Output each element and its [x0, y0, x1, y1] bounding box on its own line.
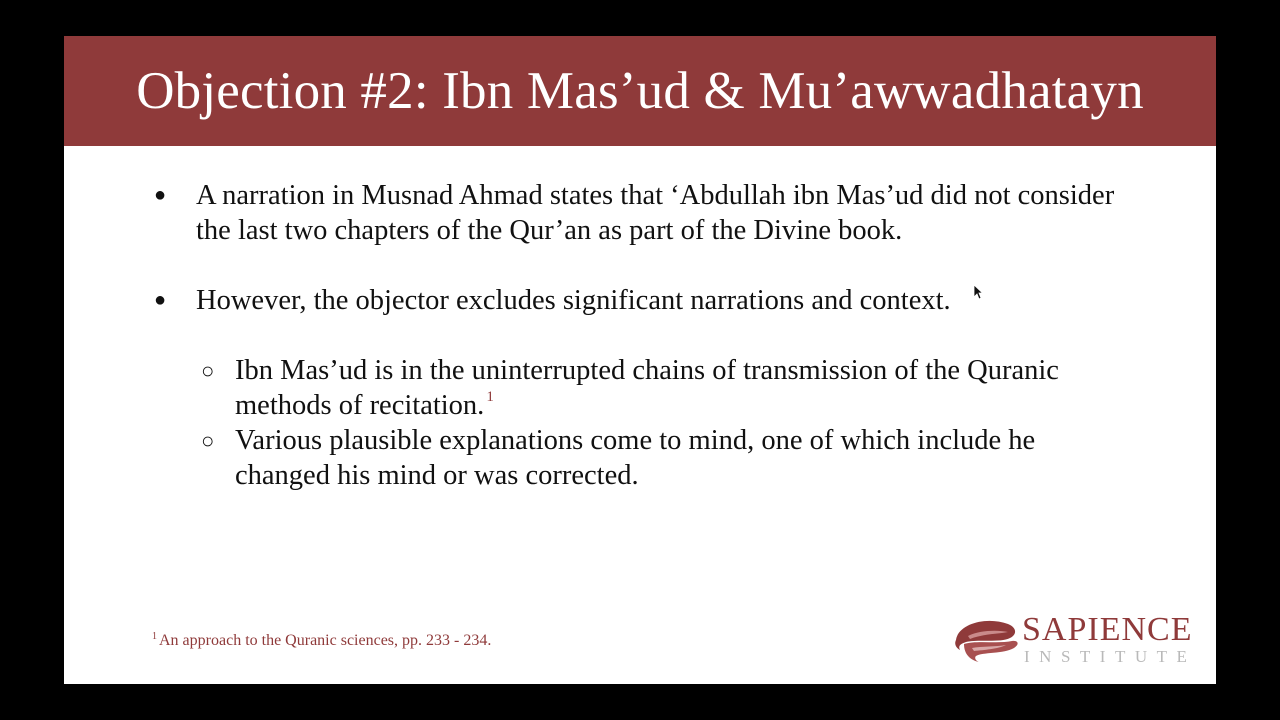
- bullet-item: [154, 178, 1154, 248]
- sapience-institute-logo: [952, 612, 1202, 668]
- sub-bullet-text: Ibn Mas’ud is in the uninterrupted chains of transmission of the Quranic methods of recitation.: [235, 355, 1059, 421]
- sub-bullet-item: [199, 353, 1099, 423]
- sub-bullet-marker: ○: [201, 358, 215, 383]
- slide: [64, 36, 1216, 684]
- footnote-number: 1: [152, 631, 157, 642]
- bullet-marker: ●: [154, 184, 167, 206]
- sub-bullet-marker: ○: [201, 428, 215, 453]
- footnote: [152, 632, 491, 650]
- sapience-swirl-icon: [952, 614, 1022, 664]
- bullet-text: A narration in Musnad Ahmad states that ‘Abdullah ibn Mas’ud did not consider the last two chapters of the Qur’an as part of the Divine book.: [196, 180, 1115, 246]
- sub-bullet-text: Various plausible explanations come to mind, one of which include he changed his mind or was corrected.: [235, 425, 1036, 491]
- sub-bullet-text-wrap: [235, 353, 1099, 423]
- bullet-item: [154, 283, 1154, 318]
- bullet-marker: ●: [154, 289, 167, 311]
- bullet-text: However, the objector excludes significant narrations and context.: [196, 285, 951, 316]
- logo-subtitle: INSTITUTE: [1024, 647, 1197, 666]
- logo-name: SAPIENCE: [1022, 611, 1193, 648]
- slide-title: Objection #2: Ibn Mas’ud & Mu’awwadhatayn: [136, 62, 1144, 120]
- footnote-text: An approach to the Quranic sciences, pp. 233 - 234.: [159, 632, 492, 649]
- sub-bullet-item: [199, 423, 1099, 493]
- footnote-reference: 1: [486, 389, 494, 405]
- mouse-pointer-icon: [973, 284, 983, 300]
- title-bar: [64, 36, 1216, 146]
